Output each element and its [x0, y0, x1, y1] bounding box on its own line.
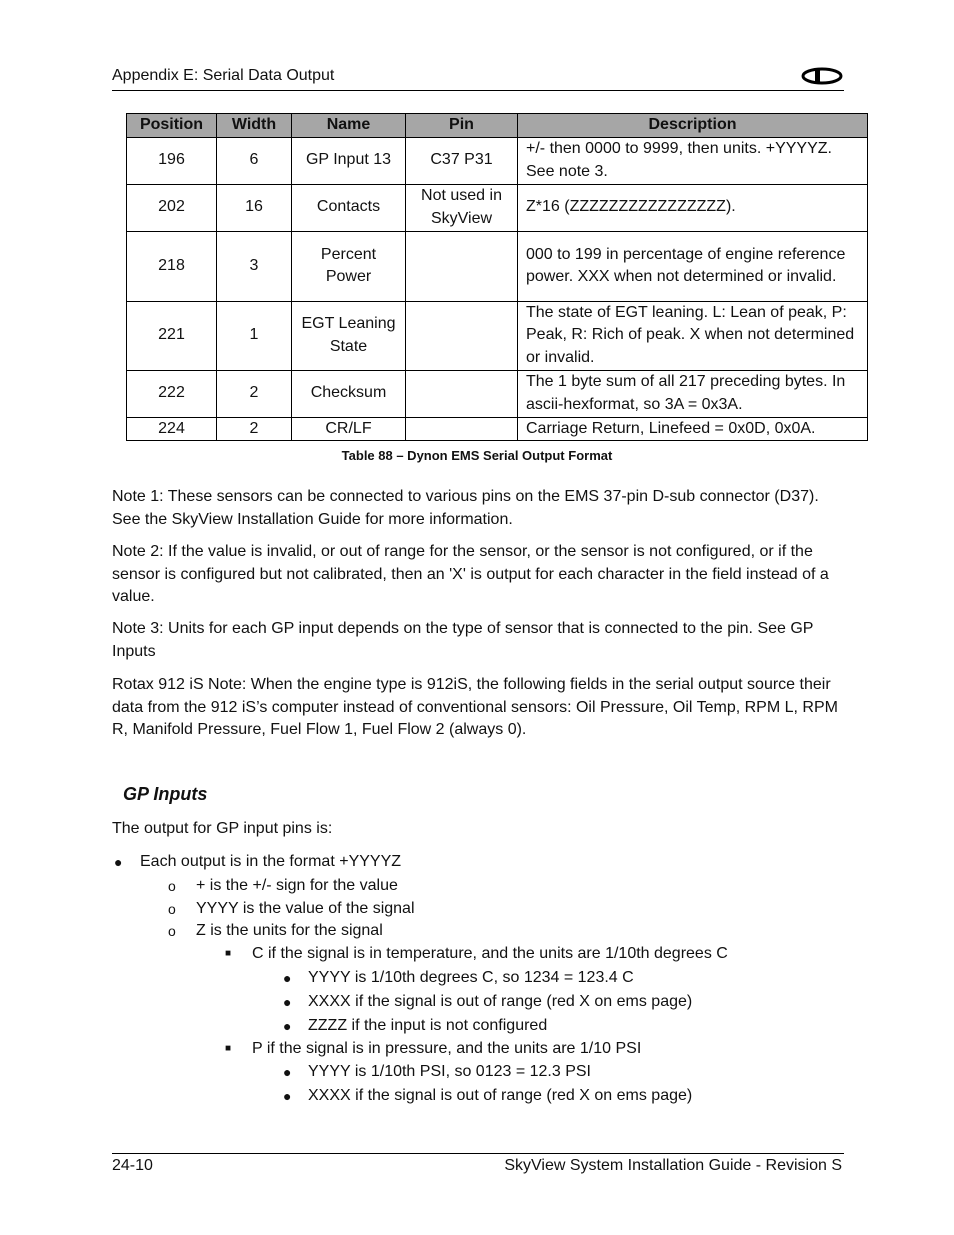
bullet-icon: ●: [283, 1088, 292, 1104]
list-item: YYYY is the value of the signal: [196, 900, 415, 917]
rotax-note: Rotax 912 iS Note: When the engine type is 912iS, the following fields in the serial output source their data from the 912 iS’s computer instead of conventional sensors: Oil Pressure, Oil Temp, RPM L, RPM R, Manifold Pressure, Fuel Flow 1, Fuel Flow 2 (always 0).: [112, 676, 838, 738]
page-number: 24-10: [112, 1157, 153, 1174]
column-header: Description: [518, 114, 868, 138]
table-cell: Contacts: [292, 184, 406, 231]
note-3: Note 3: Units for each GP input depends on the type of sensor that is connected to the pin. See GP Inputs: [112, 620, 814, 660]
list-item: P if the signal is in pressure, and the units are 1/10 PSI: [252, 1040, 642, 1057]
column-header: Name: [292, 114, 406, 138]
table-cell: CR/LF: [292, 417, 406, 441]
table-cell: 218: [127, 231, 217, 301]
table-cell: The state of EGT leaning. L: Lean of peak, P: Peak, R: Rich of peak. X when not determined or invalid.: [518, 301, 868, 370]
table-cell: Not used in SkyView: [406, 184, 518, 231]
table-cell: 2: [217, 417, 292, 441]
list-item: YYYY is 1/10th degrees C, so 1234 = 123.4 C: [308, 969, 634, 986]
table-row: [127, 301, 868, 370]
table-cell: C37 P31: [406, 137, 518, 184]
list-item: Z is the units for the signal: [196, 922, 383, 939]
circle-bullet-icon: o: [168, 923, 176, 939]
table-cell: 2: [217, 370, 292, 417]
square-bullet-icon: ■: [225, 1043, 232, 1054]
table-cell: 16: [217, 184, 292, 231]
table-cell: GP Input 13: [292, 137, 406, 184]
section-title: Appendix E: Serial Data Output: [112, 67, 335, 84]
bullet-icon: ●: [283, 1018, 292, 1034]
table-row: [127, 184, 868, 231]
table-cell: 000 to 199 in percentage of engine reference power. XXX when not determined or invalid.: [518, 231, 868, 301]
table-cell: 196: [127, 137, 217, 184]
column-header: Pin: [406, 114, 518, 138]
intro-text: The output for GP input pins is:: [112, 820, 333, 837]
table-cell: [406, 417, 518, 441]
note-1: Note 1: These sensors can be connected to various pins on the EMS 37-pin D-sub connector (D37). See the SkyView Installation Guide for more information.: [112, 488, 819, 528]
table-cell: 224: [127, 417, 217, 441]
circle-bullet-icon: o: [168, 878, 176, 894]
table-cell: 221: [127, 301, 217, 370]
table-row: [127, 417, 868, 441]
table-cell: Carriage Return, Linefeed = 0x0D, 0x0A.: [518, 417, 868, 441]
list-item: YYYY is 1/10th PSI, so 0123 = 12.3 PSI: [308, 1063, 591, 1080]
table-row: [127, 370, 868, 417]
table-cell: [406, 301, 518, 370]
table-cell: EGT Leaning State: [292, 301, 406, 370]
serial-output-table: [126, 113, 868, 441]
table-cell: +/- then 0000 to 9999, then units. +YYYYZ. See note 3.: [518, 137, 868, 184]
table-cell: [406, 231, 518, 301]
list-item: ZZZZ if the input is not configured: [308, 1017, 548, 1034]
table-caption: Table 88 – Dynon EMS Serial Output Format: [341, 448, 613, 463]
document-title: SkyView System Installation Guide - Revision S: [504, 1157, 842, 1174]
table-cell: 6: [217, 137, 292, 184]
table-row: [127, 137, 868, 184]
dynon-logo-icon: [800, 66, 844, 86]
table-cell: The 1 byte sum of all 217 preceding bytes. In ascii-hexformat, so 3A = 0x3A.: [518, 370, 868, 417]
table-cell: Percent Power: [292, 231, 406, 301]
table-cell: Z*16 (ZZZZZZZZZZZZZZZZ).: [518, 184, 868, 231]
bullet-icon: ●: [283, 994, 292, 1010]
table-cell: 202: [127, 184, 217, 231]
table-cell: Checksum: [292, 370, 406, 417]
list-item: Each output is in the format +YYYYZ: [140, 853, 402, 870]
bullet-icon: ●: [283, 1064, 292, 1080]
list-item: + is the +/- sign for the value: [196, 877, 398, 894]
table-cell: [406, 370, 518, 417]
table-cell: 1: [217, 301, 292, 370]
table-cell: 222: [127, 370, 217, 417]
bullet-icon: ●: [114, 854, 123, 870]
circle-bullet-icon: o: [168, 901, 176, 917]
square-bullet-icon: ■: [225, 948, 232, 959]
bullet-icon: ●: [283, 970, 292, 986]
column-header: Position: [127, 114, 217, 138]
list-item: C if the signal is in temperature, and the units are 1/10th degrees C: [252, 945, 728, 962]
footer-rule: [112, 1153, 844, 1154]
table-cell: 3: [217, 231, 292, 301]
list-item: XXXX if the signal is out of range (red X on ems page): [308, 993, 693, 1010]
table-row: [127, 231, 868, 301]
header-rule: [112, 90, 844, 91]
table-header-row: [127, 114, 868, 138]
list-item: XXXX if the signal is out of range (red X on ems page): [308, 1087, 693, 1104]
column-header: Width: [217, 114, 292, 138]
section-heading: GP Inputs: [123, 784, 208, 804]
note-2: Note 2: If the value is invalid, or out of range for the sensor, or the sensor is not configured, or if the sensor is configured but not calibrated, then an 'X' is output for each character in the field instead of a value.: [112, 543, 829, 605]
